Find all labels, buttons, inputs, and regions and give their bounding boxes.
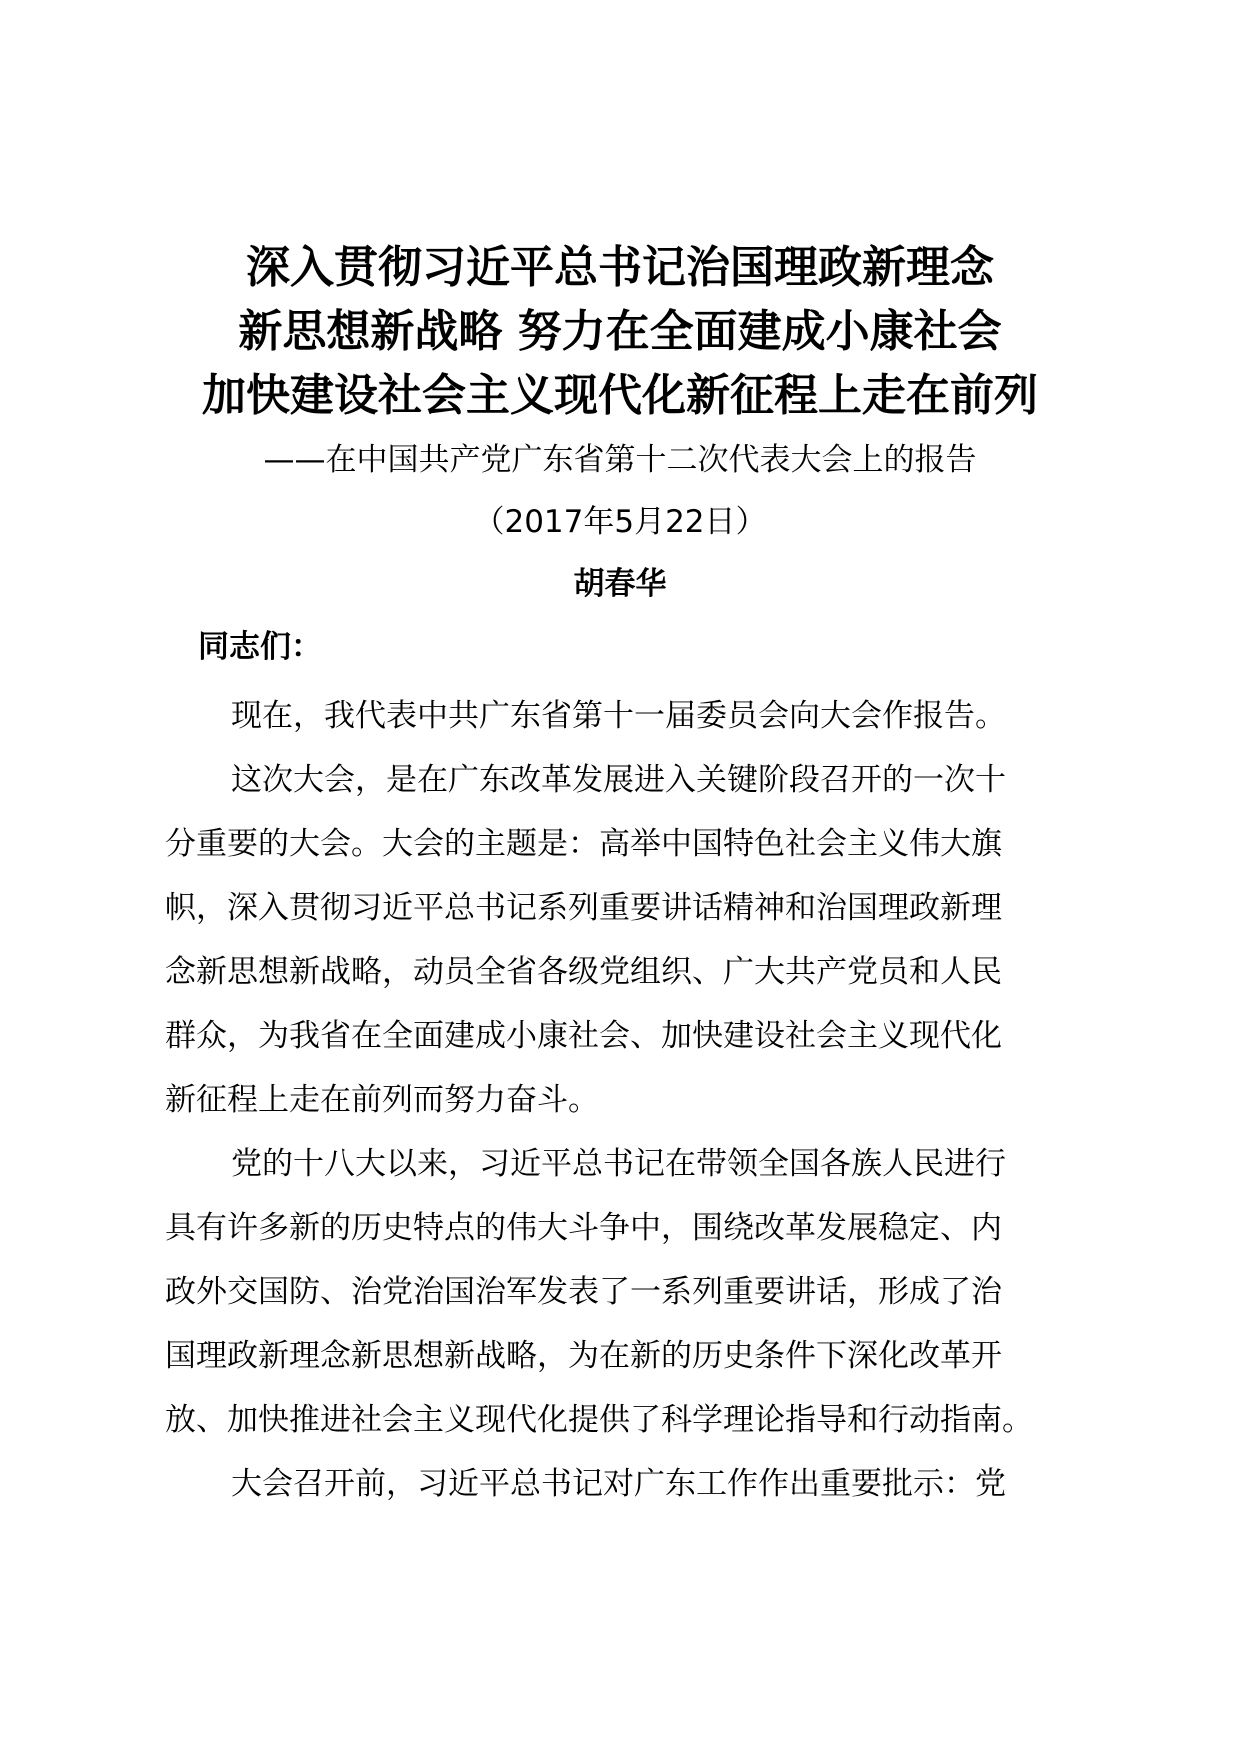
author-name: 胡春华 [573, 566, 667, 602]
report-date: （2017年5月22日） [473, 504, 767, 540]
body-line: 分重要的大会。大会的主题是：高举中国特色社会主义伟大旗 [165, 826, 1002, 862]
body-line: 大会召开前，习近平总书记对广东工作作出重要批示：党 [231, 1466, 1006, 1502]
body-line: 帜，深入贯彻习近平总书记系列重要讲话精神和治国理政新理 [165, 890, 1002, 926]
report-subtitle: ——在中国共产党广东省第十二次代表大会上的报告 [263, 442, 977, 478]
title-line-2: 新思想新战略 努力在全面建成小康社会 [238, 306, 1002, 357]
body-line: 国理政新理念新思想新战略，为在新的历史条件下深化改革开 [165, 1338, 1002, 1374]
body-line: 党的十八大以来，习近平总书记在带领全国各族人民进行 [231, 1146, 1006, 1182]
body-line: 政外交国防、治党治国治军发表了一系列重要讲话，形成了治 [165, 1274, 1002, 1310]
body-line: 这次大会，是在广东改革发展进入关键阶段召开的一次十 [231, 762, 1006, 798]
body-line: 新征程上走在前列而努力奋斗。 [165, 1082, 599, 1118]
body-line: 群众，为我省在全面建成小康社会、加快建设社会主义现代化 [165, 1018, 1002, 1054]
title-line-1: 深入贯彻习近平总书记治国理政新理念 [246, 242, 994, 293]
salutation: 同志们： [198, 629, 322, 665]
body-line: 念新思想新战略，动员全省各级党组织、广大共产党员和人民 [165, 954, 1002, 990]
title-line-3: 加快建设社会主义现代化新征程上走在前列 [202, 370, 1038, 421]
body-line: 放、加快推进社会主义现代化提供了科学理论指导和行动指南。 [165, 1402, 1033, 1438]
body-line: 现在，我代表中共广东省第十一届委员会向大会作报告。 [231, 698, 1006, 734]
body-line: 具有许多新的历史特点的伟大斗争中，围绕改革发展稳定、内 [165, 1210, 1002, 1246]
